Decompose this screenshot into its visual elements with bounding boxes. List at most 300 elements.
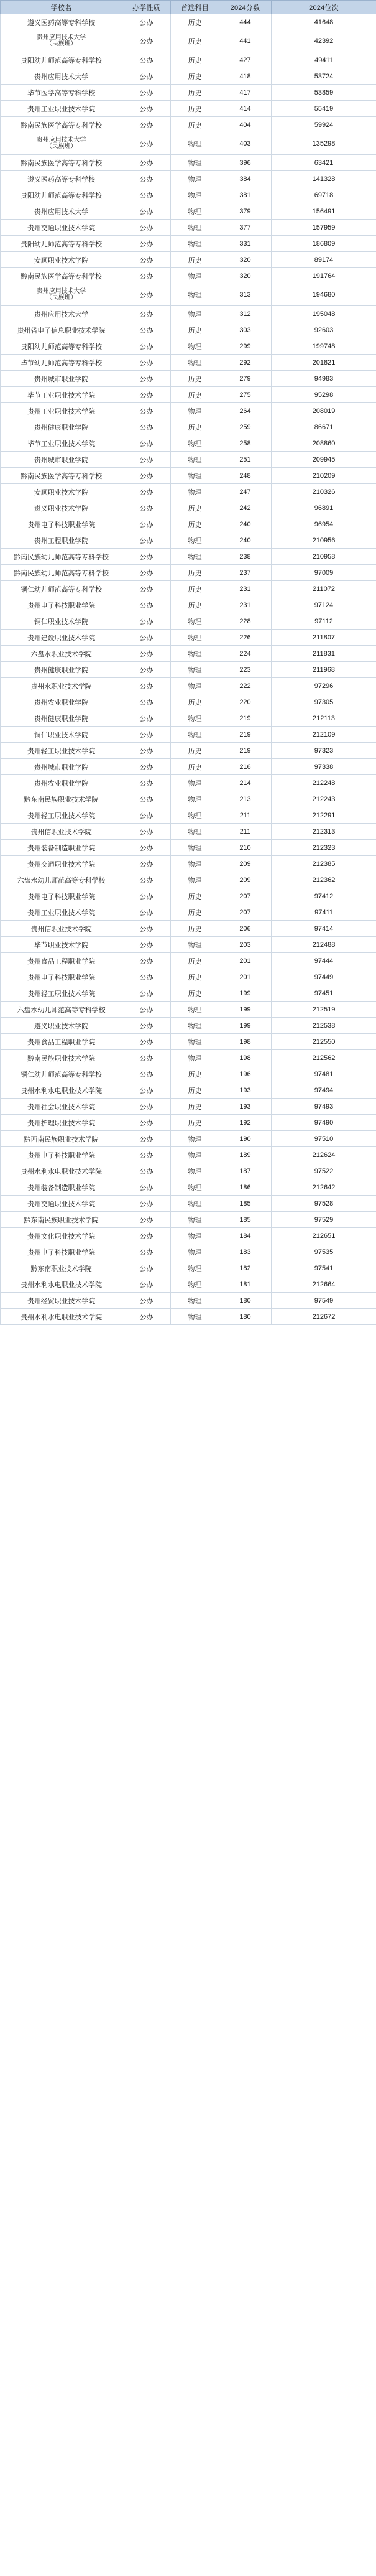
cell-subject: 物理	[171, 306, 219, 322]
cell-rank: 212651	[272, 1228, 376, 1244]
cell-subject: 物理	[171, 662, 219, 678]
cell-nature: 公办	[122, 403, 171, 419]
cell-score: 331	[219, 236, 272, 252]
cell-nature: 公办	[122, 1082, 171, 1099]
cell-score: 201	[219, 953, 272, 969]
cell-rank: 212550	[272, 1034, 376, 1050]
table-row	[1, 921, 376, 937]
cell-score: 258	[219, 435, 272, 452]
cell-rank: 97522	[272, 1163, 376, 1179]
cell-nature: 公办	[122, 338, 171, 355]
cell-rank: 186809	[272, 236, 376, 252]
cell-school: 贵州应用技术大学 （民族班）	[1, 30, 122, 52]
cell-nature: 公办	[122, 549, 171, 565]
cell-rank: 94983	[272, 371, 376, 387]
cell-school: 贵州社会职业技术学院	[1, 1099, 122, 1115]
cell-school: 贵州装备制造职业学院	[1, 1179, 122, 1196]
cell-rank: 212385	[272, 856, 376, 872]
header-score: 2024分数	[219, 1, 272, 14]
cell-rank: 156491	[272, 203, 376, 220]
table-row	[1, 549, 376, 565]
cell-school: 安顺职业技术学院	[1, 484, 122, 500]
table-row	[1, 338, 376, 355]
cell-subject: 物理	[171, 872, 219, 888]
cell-nature: 公办	[122, 14, 171, 30]
table-row	[1, 419, 376, 435]
cell-score: 418	[219, 68, 272, 85]
table-row	[1, 435, 376, 452]
table-row	[1, 1147, 376, 1163]
cell-school: 安顺职业技术学院	[1, 252, 122, 268]
cell-school: 毕节工业职业技术学院	[1, 387, 122, 403]
cell-nature: 公办	[122, 1131, 171, 1147]
cell-school: 贵州城市职业学院	[1, 759, 122, 775]
table-row	[1, 791, 376, 807]
header-subject: 首选科目	[171, 1, 219, 14]
cell-school: 贵州食品工程职业学院	[1, 953, 122, 969]
cell-subject: 历史	[171, 419, 219, 435]
cell-subject: 物理	[171, 775, 219, 791]
cell-score: 198	[219, 1034, 272, 1050]
cell-subject: 历史	[171, 516, 219, 532]
cell-subject: 历史	[171, 371, 219, 387]
cell-nature: 公办	[122, 565, 171, 581]
cell-subject: 物理	[171, 220, 219, 236]
cell-score: 377	[219, 220, 272, 236]
cell-nature: 公办	[122, 613, 171, 630]
cell-nature: 公办	[122, 1228, 171, 1244]
table-row	[1, 1082, 376, 1099]
cell-nature: 公办	[122, 435, 171, 452]
cell-score: 196	[219, 1066, 272, 1082]
cell-school: 贵州交通职业技术学院	[1, 1196, 122, 1212]
cell-school: 贵州工业职业技术学院	[1, 101, 122, 117]
cell-subject: 历史	[171, 68, 219, 85]
cell-nature: 公办	[122, 101, 171, 117]
cell-nature: 公办	[122, 969, 171, 985]
cell-school: 毕节工业职业技术学院	[1, 435, 122, 452]
cell-nature: 公办	[122, 85, 171, 101]
table-row	[1, 532, 376, 549]
cell-rank: 211072	[272, 581, 376, 597]
cell-score: 303	[219, 322, 272, 338]
cell-score: 226	[219, 630, 272, 646]
cell-nature: 公办	[122, 727, 171, 743]
cell-rank: 97124	[272, 597, 376, 613]
cell-subject: 物理	[171, 435, 219, 452]
cell-school: 贵州健康职业学院	[1, 419, 122, 435]
table-row	[1, 203, 376, 220]
cell-school: 贵州交通职业技术学院	[1, 856, 122, 872]
cell-score: 299	[219, 338, 272, 355]
cell-school: 贵州水利水电职业技术学院	[1, 1309, 122, 1325]
cell-subject: 物理	[171, 1244, 219, 1260]
cell-nature: 公办	[122, 1163, 171, 1179]
cell-school: 贵州食品工程职业学院	[1, 1034, 122, 1050]
cell-nature: 公办	[122, 1212, 171, 1228]
cell-school: 毕节职业技术学院	[1, 937, 122, 953]
cell-nature: 公办	[122, 1066, 171, 1082]
table-row	[1, 284, 376, 306]
cell-school: 六盘水职业技术学院	[1, 646, 122, 662]
cell-subject: 物理	[171, 1131, 219, 1147]
cell-nature: 公办	[122, 791, 171, 807]
cell-rank: 42392	[272, 30, 376, 52]
cell-score: 213	[219, 791, 272, 807]
cell-score: 417	[219, 85, 272, 101]
table-row	[1, 1293, 376, 1309]
table-row	[1, 985, 376, 1002]
cell-nature: 公办	[122, 888, 171, 904]
cell-school: 遵义职业技术学院	[1, 500, 122, 516]
cell-school: 贵州经贸职业技术学院	[1, 1293, 122, 1309]
table-row	[1, 155, 376, 171]
table-row	[1, 1099, 376, 1115]
cell-school: 贵州农业职业学院	[1, 775, 122, 791]
table-row	[1, 452, 376, 468]
cell-score: 193	[219, 1099, 272, 1115]
cell-subject: 历史	[171, 953, 219, 969]
table-row	[1, 322, 376, 338]
cell-score: 403	[219, 133, 272, 155]
cell-nature: 公办	[122, 694, 171, 710]
cell-score: 211	[219, 807, 272, 824]
table-row	[1, 1018, 376, 1034]
cell-nature: 公办	[122, 306, 171, 322]
cell-nature: 公办	[122, 322, 171, 338]
cell-score: 222	[219, 678, 272, 694]
cell-score: 219	[219, 727, 272, 743]
cell-score: 199	[219, 1002, 272, 1018]
cell-subject: 历史	[171, 597, 219, 613]
cell-nature: 公办	[122, 236, 171, 252]
cell-score: 183	[219, 1244, 272, 1260]
cell-nature: 公办	[122, 1196, 171, 1212]
cell-rank: 210326	[272, 484, 376, 500]
cell-score: 264	[219, 403, 272, 419]
cell-nature: 公办	[122, 419, 171, 435]
cell-school: 贵州应用技术大学	[1, 306, 122, 322]
cell-rank: 212362	[272, 872, 376, 888]
table-row	[1, 355, 376, 371]
cell-subject: 物理	[171, 1309, 219, 1325]
cell-score: 240	[219, 532, 272, 549]
cell-score: 180	[219, 1309, 272, 1325]
cell-nature: 公办	[122, 921, 171, 937]
cell-subject: 物理	[171, 355, 219, 371]
cell-score: 198	[219, 1050, 272, 1066]
cell-school: 黔南民族幼儿师范高等专科学校	[1, 549, 122, 565]
cell-rank: 194680	[272, 284, 376, 306]
cell-school: 贵州应用技术大学 （民族班）	[1, 133, 122, 155]
cell-nature: 公办	[122, 1050, 171, 1066]
cell-score: 313	[219, 284, 272, 306]
cell-nature: 公办	[122, 824, 171, 840]
cell-nature: 公办	[122, 252, 171, 268]
cell-nature: 公办	[122, 117, 171, 133]
cell-nature: 公办	[122, 1002, 171, 1018]
table-row	[1, 597, 376, 613]
cell-school: 贵州水利水电职业技术学院	[1, 1082, 122, 1099]
table-row	[1, 1002, 376, 1018]
cell-subject: 历史	[171, 30, 219, 52]
table-row	[1, 52, 376, 68]
cell-school: 贵州城市职业学院	[1, 452, 122, 468]
cell-school: 贵州信职业技术学院	[1, 824, 122, 840]
cell-subject: 历史	[171, 904, 219, 921]
cell-rank: 97535	[272, 1244, 376, 1260]
cell-rank: 97494	[272, 1082, 376, 1099]
cell-school: 贵州应用技术大学	[1, 68, 122, 85]
cell-rank: 97449	[272, 969, 376, 985]
cell-nature: 公办	[122, 284, 171, 306]
cell-nature: 公办	[122, 1034, 171, 1050]
cell-subject: 物理	[171, 824, 219, 840]
table-row	[1, 371, 376, 387]
cell-subject: 物理	[171, 646, 219, 662]
cell-school: 铜仁幼儿师范高等专科学校	[1, 581, 122, 597]
cell-school: 贵州水利水电职业技术学院	[1, 1163, 122, 1179]
cell-rank: 199748	[272, 338, 376, 355]
cell-nature: 公办	[122, 630, 171, 646]
cell-nature: 公办	[122, 953, 171, 969]
cell-rank: 92603	[272, 322, 376, 338]
cell-nature: 公办	[122, 155, 171, 171]
cell-nature: 公办	[122, 1309, 171, 1325]
cell-score: 384	[219, 171, 272, 187]
cell-score: 224	[219, 646, 272, 662]
table-row	[1, 710, 376, 727]
cell-subject: 历史	[171, 85, 219, 101]
cell-school: 黔东南职业技术学院	[1, 1260, 122, 1276]
table-row	[1, 484, 376, 500]
cell-nature: 公办	[122, 597, 171, 613]
cell-score: 184	[219, 1228, 272, 1244]
cell-rank: 97510	[272, 1131, 376, 1147]
cell-rank: 211831	[272, 646, 376, 662]
cell-score: 381	[219, 187, 272, 203]
cell-nature: 公办	[122, 468, 171, 484]
cell-subject: 历史	[171, 759, 219, 775]
cell-school: 黔南民族医学高等专科学校	[1, 155, 122, 171]
cell-nature: 公办	[122, 662, 171, 678]
cell-subject: 历史	[171, 1099, 219, 1115]
cell-school: 贵州轻工职业技术学院	[1, 743, 122, 759]
table-row	[1, 1309, 376, 1325]
cell-school: 贵阳幼儿师范高等专科学校	[1, 187, 122, 203]
cell-score: 251	[219, 452, 272, 468]
cell-subject: 物理	[171, 678, 219, 694]
table-row	[1, 252, 376, 268]
cell-score: 238	[219, 549, 272, 565]
cell-score: 219	[219, 710, 272, 727]
cell-subject: 历史	[171, 888, 219, 904]
cell-school: 贵阳幼儿师范高等专科学校	[1, 52, 122, 68]
cell-nature: 公办	[122, 371, 171, 387]
cell-school: 贵州工业职业技术学院	[1, 904, 122, 921]
cell-school: 黔东南民族职业技术学院	[1, 791, 122, 807]
cell-subject: 物理	[171, 155, 219, 171]
table-row	[1, 1276, 376, 1293]
cell-school: 黔南民族医学高等专科学校	[1, 268, 122, 284]
cell-rank: 97529	[272, 1212, 376, 1228]
table-row	[1, 937, 376, 953]
cell-rank: 212672	[272, 1309, 376, 1325]
cell-subject: 物理	[171, 1050, 219, 1066]
cell-subject: 历史	[171, 743, 219, 759]
cell-score: 427	[219, 52, 272, 68]
cell-rank: 210209	[272, 468, 376, 484]
cell-subject: 物理	[171, 484, 219, 500]
cell-rank: 63421	[272, 155, 376, 171]
cell-rank: 97541	[272, 1260, 376, 1276]
table-body	[1, 14, 376, 1325]
table-row	[1, 68, 376, 85]
cell-rank: 97549	[272, 1293, 376, 1309]
cell-rank: 209945	[272, 452, 376, 468]
cell-subject: 物理	[171, 133, 219, 155]
cell-nature: 公办	[122, 646, 171, 662]
table-row	[1, 743, 376, 759]
cell-subject: 物理	[171, 727, 219, 743]
cell-subject: 物理	[171, 338, 219, 355]
cell-school: 贵州工业职业技术学院	[1, 403, 122, 419]
cell-subject: 历史	[171, 581, 219, 597]
cell-rank: 97451	[272, 985, 376, 1002]
table-row	[1, 1115, 376, 1131]
table-row	[1, 840, 376, 856]
cell-rank: 69718	[272, 187, 376, 203]
cell-rank: 210958	[272, 549, 376, 565]
cell-score: 201	[219, 969, 272, 985]
cell-subject: 历史	[171, 52, 219, 68]
cell-rank: 53724	[272, 68, 376, 85]
cell-score: 186	[219, 1179, 272, 1196]
cell-score: 231	[219, 597, 272, 613]
cell-school: 遵义医药高等专科学校	[1, 171, 122, 187]
cell-school: 遵义职业技术学院	[1, 1018, 122, 1034]
cell-subject: 物理	[171, 1293, 219, 1309]
table-row	[1, 101, 376, 117]
cell-rank: 97338	[272, 759, 376, 775]
header-school: 学校名	[1, 1, 122, 14]
table-row	[1, 953, 376, 969]
cell-score: 247	[219, 484, 272, 500]
cell-nature: 公办	[122, 484, 171, 500]
cell-nature: 公办	[122, 516, 171, 532]
cell-nature: 公办	[122, 220, 171, 236]
cell-score: 216	[219, 759, 272, 775]
cell-score: 190	[219, 1131, 272, 1147]
cell-rank: 212624	[272, 1147, 376, 1163]
cell-rank: 96891	[272, 500, 376, 516]
cell-rank: 212323	[272, 840, 376, 856]
cell-subject: 物理	[171, 1034, 219, 1050]
cell-school: 黔南民族职业技术学院	[1, 1050, 122, 1066]
cell-subject: 物理	[171, 1228, 219, 1244]
table-row	[1, 133, 376, 155]
cell-subject: 历史	[171, 117, 219, 133]
table-row	[1, 171, 376, 187]
cell-score: 312	[219, 306, 272, 322]
cell-nature: 公办	[122, 1099, 171, 1115]
table-row	[1, 516, 376, 532]
cell-subject: 物理	[171, 1018, 219, 1034]
cell-rank: 212664	[272, 1276, 376, 1293]
cell-school: 黔南民族医学高等专科学校	[1, 468, 122, 484]
cell-nature: 公办	[122, 1244, 171, 1260]
cell-school: 六盘水幼儿师范高等专科学校	[1, 872, 122, 888]
cell-subject: 物理	[171, 268, 219, 284]
cell-subject: 历史	[171, 1066, 219, 1082]
cell-nature: 公办	[122, 678, 171, 694]
table-row	[1, 694, 376, 710]
cell-rank: 97444	[272, 953, 376, 969]
cell-subject: 历史	[171, 1115, 219, 1131]
cell-rank: 212562	[272, 1050, 376, 1066]
cell-subject: 物理	[171, 1163, 219, 1179]
cell-rank: 97414	[272, 921, 376, 937]
table-row	[1, 500, 376, 516]
cell-score: 206	[219, 921, 272, 937]
cell-rank: 208019	[272, 403, 376, 419]
cell-rank: 212313	[272, 824, 376, 840]
table-row	[1, 759, 376, 775]
cell-score: 404	[219, 117, 272, 133]
cell-nature: 公办	[122, 1276, 171, 1293]
cell-school: 六盘水幼儿师范高等专科学校	[1, 1002, 122, 1018]
cell-rank: 212291	[272, 807, 376, 824]
cell-nature: 公办	[122, 187, 171, 203]
cell-rank: 95298	[272, 387, 376, 403]
cell-school: 贵州电子科技职业学院	[1, 1147, 122, 1163]
table-row	[1, 1196, 376, 1212]
cell-rank: 97490	[272, 1115, 376, 1131]
cell-subject: 历史	[171, 387, 219, 403]
cell-school: 黔南民族幼儿师范高等专科学校	[1, 565, 122, 581]
cell-score: 231	[219, 581, 272, 597]
cell-rank: 59924	[272, 117, 376, 133]
cell-nature: 公办	[122, 1147, 171, 1163]
table-row	[1, 1179, 376, 1196]
cell-score: 199	[219, 985, 272, 1002]
cell-nature: 公办	[122, 68, 171, 85]
cell-subject: 历史	[171, 322, 219, 338]
cell-subject: 物理	[171, 630, 219, 646]
cell-score: 209	[219, 872, 272, 888]
table-row	[1, 581, 376, 597]
cell-school: 贵阳幼儿师范高等专科学校	[1, 338, 122, 355]
table-row	[1, 1260, 376, 1276]
cell-nature: 公办	[122, 1018, 171, 1034]
cell-nature: 公办	[122, 355, 171, 371]
cell-subject: 物理	[171, 284, 219, 306]
cell-score: 219	[219, 743, 272, 759]
cell-score: 193	[219, 1082, 272, 1099]
cell-nature: 公办	[122, 840, 171, 856]
table-row	[1, 613, 376, 630]
cell-score: 209	[219, 856, 272, 872]
table-row	[1, 403, 376, 419]
cell-nature: 公办	[122, 743, 171, 759]
cell-score: 210	[219, 840, 272, 856]
cell-subject: 物理	[171, 710, 219, 727]
cell-subject: 历史	[171, 921, 219, 937]
cell-subject: 历史	[171, 252, 219, 268]
cell-rank: 55419	[272, 101, 376, 117]
cell-subject: 物理	[171, 187, 219, 203]
cell-school: 铜仁职业技术学院	[1, 727, 122, 743]
